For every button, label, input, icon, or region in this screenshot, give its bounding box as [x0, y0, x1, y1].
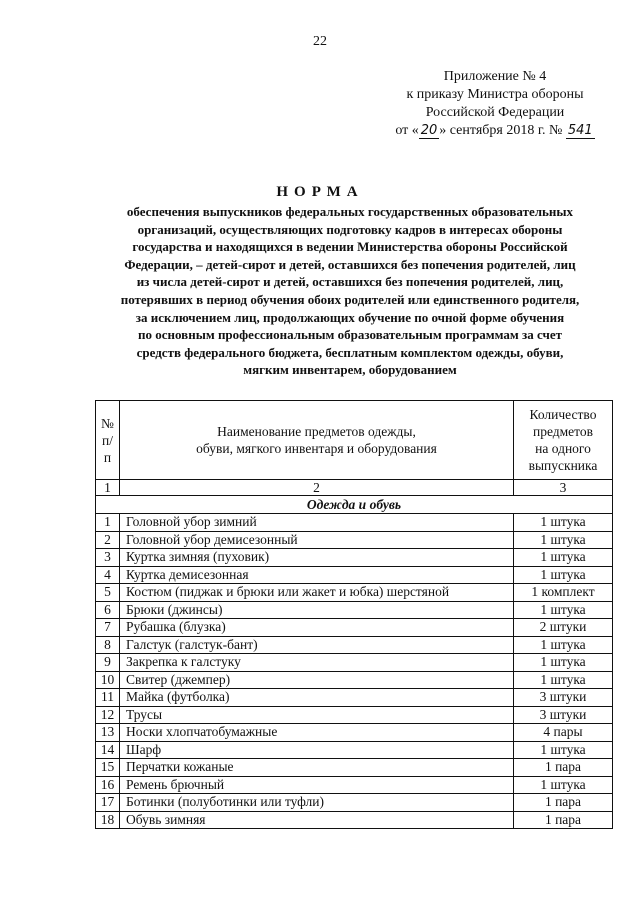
row-item-name: Головной убор демисезонный	[120, 531, 514, 549]
row-quantity: 3 штуки	[514, 689, 613, 707]
row-item-name: Ремень брючный	[120, 776, 514, 794]
header-qty-line: предметов	[532, 424, 594, 439]
table-header-row	[96, 401, 613, 480]
row-number: 15	[96, 759, 120, 777]
table-row	[96, 794, 613, 812]
annex-federation-line: Российской Федерации	[425, 105, 565, 120]
header-item-name	[120, 401, 514, 480]
annex-title: Приложение № 4	[443, 69, 547, 84]
row-item-name: Обувь зимняя	[120, 811, 514, 829]
row-item-name: Шарф	[120, 741, 514, 759]
date-prefix: от «	[395, 123, 419, 138]
row-item-name: Перчатки кожаные	[120, 759, 514, 777]
row-quantity: 1 пара	[514, 759, 613, 777]
table-row	[96, 776, 613, 794]
table-row	[96, 706, 613, 724]
row-quantity: 1 штука	[514, 514, 613, 532]
table-row	[96, 741, 613, 759]
header-number-line: №	[101, 415, 114, 431]
row-quantity: 1 пара	[514, 811, 613, 829]
row-number: 2	[96, 531, 120, 549]
row-quantity: 1 штука	[514, 671, 613, 689]
row-quantity: 4 пары	[514, 724, 613, 742]
row-quantity: 1 штука	[514, 566, 613, 584]
header-number-line: п/п	[102, 432, 113, 465]
header-qty-line: на одного	[535, 441, 591, 456]
row-number: 8	[96, 636, 120, 654]
header-quantity	[514, 401, 613, 480]
date-middle: » сентября 2018 г. №	[439, 123, 563, 138]
norm-table	[95, 400, 613, 829]
row-number: 16	[96, 776, 120, 794]
table-row	[96, 689, 613, 707]
row-item-name: Свитер (джемпер)	[120, 671, 514, 689]
header-name-line: обуви, мягкого инвентаря и оборудования	[196, 441, 437, 456]
row-item-name: Брюки (джинсы)	[120, 601, 514, 619]
table-row	[96, 531, 613, 549]
table-row	[96, 584, 613, 602]
row-number: 1	[96, 514, 120, 532]
table-row	[96, 566, 613, 584]
row-quantity: 1 штука	[514, 549, 613, 567]
table-row	[96, 514, 613, 532]
row-number: 10	[96, 671, 120, 689]
row-item-name: Куртка зимняя (пуховик)	[120, 549, 514, 567]
annex-date-line	[380, 122, 610, 140]
row-item-name: Закрепка к галстуку	[120, 654, 514, 672]
section-title: Одежда и обувь	[96, 496, 613, 514]
row-number: 9	[96, 654, 120, 672]
table-row	[96, 619, 613, 637]
row-quantity: 1 пара	[514, 794, 613, 812]
row-item-name: Носки хлопчатобумажные	[120, 724, 514, 742]
table-row	[96, 671, 613, 689]
row-quantity: 1 штука	[514, 636, 613, 654]
row-quantity: 1 комплект	[514, 584, 613, 602]
row-quantity: 1 штука	[514, 776, 613, 794]
document-subtitle	[90, 203, 610, 379]
table-row	[96, 811, 613, 829]
row-number: 12	[96, 706, 120, 724]
row-item-name: Майка (футболка)	[120, 689, 514, 707]
subtitle-line: обеспечения выпускников федеральных государственных образовательных	[126, 204, 574, 219]
row-item-name: Рубашка (блузка)	[120, 619, 514, 637]
row-item-name: Трусы	[120, 706, 514, 724]
row-quantity: 3 штуки	[514, 706, 613, 724]
table-row	[96, 636, 613, 654]
subtitle-line: Федерации, – детей-сирот и детей, оставшихся без попечения родителей, лиц	[124, 256, 576, 272]
subtitle-line: государства и находящихся в ведении Министерства обороны Российской	[132, 239, 568, 255]
subtitle-line: организаций, осуществляющих подготовку кадров в интересах обороны	[137, 221, 563, 237]
row-quantity: 1 штука	[514, 741, 613, 759]
document-title: НОРМА	[276, 184, 364, 200]
row-number: 17	[96, 794, 120, 812]
row-item-name: Ботинки (полуботинки или туфли)	[120, 794, 514, 812]
table-row	[96, 549, 613, 567]
row-number: 4	[96, 566, 120, 584]
subtitle-line: по основным профессиональным образовательным программам за счет	[138, 327, 562, 343]
row-number: 11	[96, 689, 120, 707]
row-number: 13	[96, 724, 120, 742]
row-item-name: Костюм (пиджак и брюки или жакет и юбка) шерстяной	[120, 584, 514, 602]
row-quantity: 1 штука	[514, 601, 613, 619]
row-quantity: 1 штука	[514, 654, 613, 672]
row-number: 14	[96, 741, 120, 759]
table-row	[96, 759, 613, 777]
row-item-name: Галстук (галстук-бант)	[120, 636, 514, 654]
row-item-name: Куртка демисезонная	[120, 566, 514, 584]
annex-block	[380, 68, 610, 140]
row-quantity: 1 штука	[514, 531, 613, 549]
subtitle-line: за исключением лиц, продолжающих обучение по очной форме обучения	[135, 309, 565, 325]
header-number	[96, 401, 120, 480]
row-number: 18	[96, 811, 120, 829]
table-row	[96, 654, 613, 672]
row-quantity: 2 штуки	[514, 619, 613, 637]
subtitle-line: средств федерального бюджета, бесплатным комплектом одежды, обуви,	[136, 344, 564, 360]
row-number: 6	[96, 601, 120, 619]
column-number: 2	[120, 480, 514, 496]
column-number: 1	[96, 480, 120, 496]
row-number: 7	[96, 619, 120, 637]
order-number-handwritten: 541	[567, 123, 593, 138]
date-day-handwritten: 20	[420, 123, 438, 138]
row-number: 5	[96, 584, 120, 602]
header-qty-line: выпускника	[528, 458, 598, 473]
page-number: 22	[313, 34, 327, 49]
subtitle-line: из числа детей-сирот и детей, оставшихся без попечения родителей, лиц,	[136, 274, 564, 290]
subtitle-line: мягким инвентарем, оборудованием	[243, 362, 457, 378]
table-row	[96, 601, 613, 619]
column-number-row	[96, 480, 613, 496]
section-row	[96, 496, 613, 514]
column-number: 3	[514, 480, 613, 496]
header-qty-line: Количество	[529, 407, 597, 422]
row-number: 3	[96, 549, 120, 567]
subtitle-line: потерявших в период обучения обоих родителей или единственного родителя,	[120, 291, 580, 307]
row-item-name: Головной убор зимний	[120, 514, 514, 532]
annex-order-line: к приказу Министра обороны	[406, 87, 584, 102]
table-row	[96, 724, 613, 742]
header-name-line: Наименование предметов одежды,	[217, 424, 416, 439]
